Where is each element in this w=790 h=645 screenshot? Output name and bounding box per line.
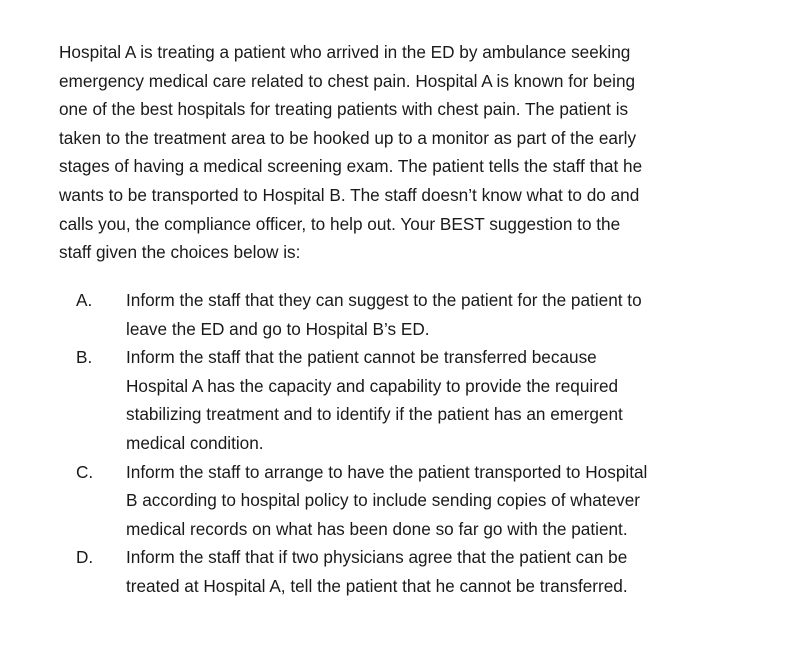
question-line: one of the best hospitals for treating patients with chest pain. The patient is xyxy=(59,99,629,120)
question-line: stages of having a medical screening exam. The patient tells the staff that he xyxy=(59,156,643,177)
option-line: Hospital A has the capacity and capability to provide the required xyxy=(126,375,619,396)
option-line: treated at Hospital A, tell the patient that he cannot be transferred. xyxy=(126,575,628,596)
option-letter: D. xyxy=(76,547,94,568)
option-line: Inform the staff that if two physicians agree that the patient can be xyxy=(126,547,628,568)
question-line: emergency medical care related to chest pain. Hospital A is known for being xyxy=(59,70,636,91)
option-line: Inform the staff that they can suggest to the patient for the patient to xyxy=(126,290,642,310)
option-text xyxy=(126,543,736,600)
answer-option-a xyxy=(76,286,736,343)
answer-option-d xyxy=(76,543,736,600)
option-text xyxy=(126,343,736,457)
option-line: leave the ED and go to Hospital B’s ED. xyxy=(126,318,430,339)
option-line: medical condition. xyxy=(126,432,264,453)
question-line: Hospital A is treating a patient who arrived in the ED by ambulance seeking xyxy=(59,42,631,62)
question-line: staff given the choices below is: xyxy=(59,242,301,263)
option-line: Inform the staff that the patient cannot be transferred because xyxy=(126,347,597,368)
question-line: taken to the treatment area to be hooked up to a monitor as part of the early xyxy=(59,127,637,148)
answer-options-list xyxy=(76,286,736,601)
option-letter: A. xyxy=(76,290,93,310)
option-line: stabilizing treatment and to identify if the patient has an emergent xyxy=(126,404,623,425)
option-line: B according to hospital policy to include sending copies of whatever xyxy=(126,490,641,511)
answer-option-b xyxy=(76,343,736,457)
option-letter: C. xyxy=(76,461,94,482)
option-text xyxy=(126,458,736,544)
option-text xyxy=(126,286,736,343)
option-letter: B. xyxy=(76,347,93,368)
answer-option-c xyxy=(76,458,736,544)
option-line: medical records on what has been done so far go with the patient. xyxy=(126,518,628,539)
option-line: Inform the staff to arrange to have the patient transported to Hospital xyxy=(126,461,648,482)
question-paragraph xyxy=(59,38,719,267)
question-line: wants to be transported to Hospital B. The staff doesn’t know what to do and xyxy=(59,184,640,205)
question-line: calls you, the compliance officer, to help out. Your BEST suggestion to the xyxy=(59,213,621,234)
